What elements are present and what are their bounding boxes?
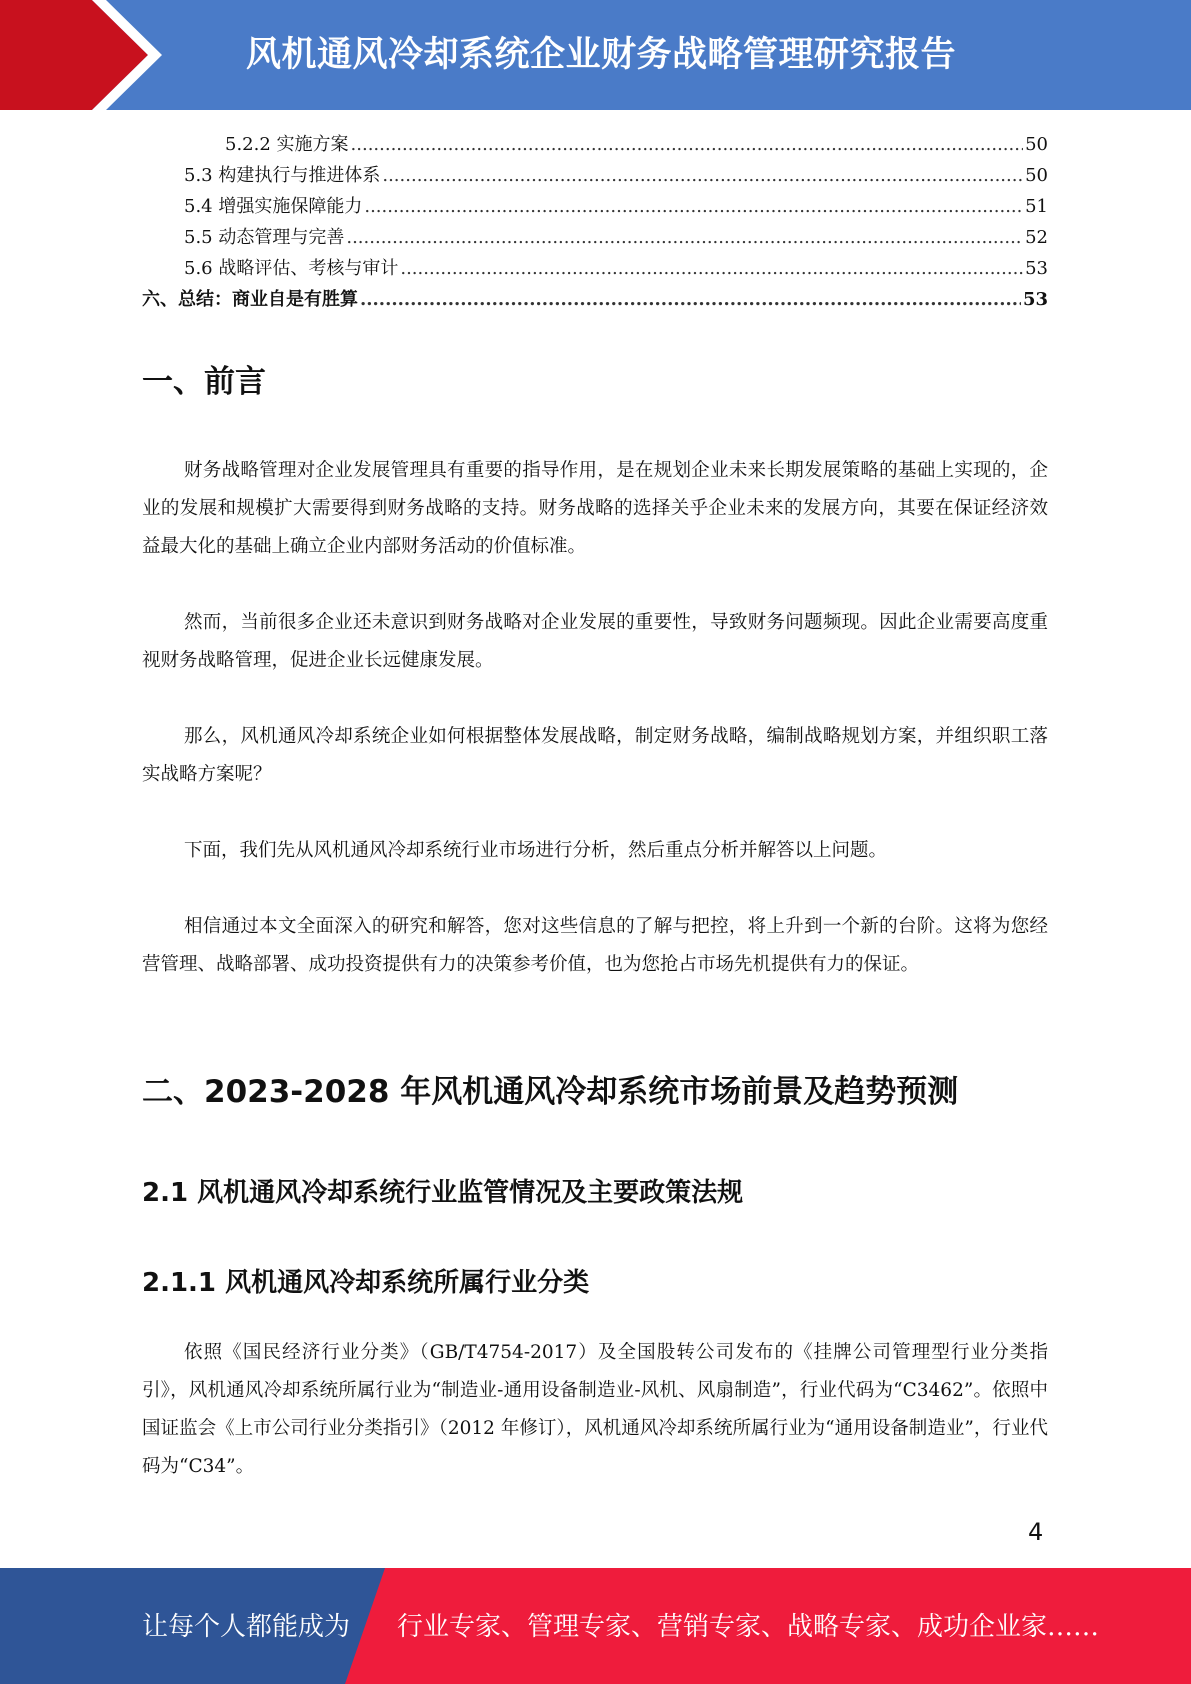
- footer-slogan-right: 行业专家、管理专家、营销专家、战略专家、成功企业家……: [397, 1612, 1100, 1642]
- footer-slogan-left: 让每个人都能成为: [142, 1612, 351, 1642]
- toc-entry[interactable]: [142, 191, 1048, 222]
- page-footer: [0, 1568, 1191, 1684]
- subsection-heading: 2.1.1 风机通风冷却系统所属行业分类: [142, 1268, 590, 1298]
- body-paragraph: 那么，风机通风冷却系统企业如何根据整体发展战略，制定财务战略，编制战略规划方案，并组织职工落实战略方案呢？: [142, 726, 1048, 785]
- toc-leader-dots: [382, 160, 1023, 191]
- toc-entry-page: 51: [1025, 196, 1048, 217]
- toc-entry-label: 5.2.2 实施方案: [225, 134, 349, 155]
- toc-leader-dots: [360, 284, 1021, 315]
- body-paragraph: 依照《国民经济行业分类》（GB/T4754-2017）及全国股转公司发布的《挂牌公司管理型行业分类指引》，风机通风冷却系统所属行业为“制造业-通用设备制造业-风机、风扇制造”，行业代码为“C3462”。依照中国证监会《上市公司行业分类指引》（2012 年修订），风机通风冷却系统所属行业为“通用设备制造业”，行业代码为“C34”。: [142, 1342, 1048, 1477]
- toc-entry-label: 六、总结：商业自是有胜算: [142, 289, 358, 310]
- toc-entry[interactable]: [142, 160, 1048, 191]
- page-header: [0, 0, 1191, 110]
- body-paragraph: 财务战略管理对企业发展管理具有重要的指导作用，是在规划企业未来长期发展策略的基础上实现的，企业的发展和规模扩大需要得到财务战略的支持。财务战略的选择关乎企业未来的发展方向，其要在保证经济效益最大化的基础上确立企业内部财务活动的价值标准。: [142, 460, 1048, 557]
- toc-entry-page: 50: [1025, 134, 1048, 155]
- toc-entry-label: 5.4 增强实施保障能力: [184, 196, 363, 217]
- toc-entry-label: 5.3 构建执行与推进体系: [184, 165, 381, 186]
- toc-entry-page: 52: [1025, 227, 1048, 248]
- toc-entry[interactable]: [142, 222, 1048, 253]
- toc-entry-page: 53: [1022, 289, 1048, 310]
- toc-entry[interactable]: [142, 129, 1048, 160]
- body-paragraph: 下面，我们先从风机通风冷却系统行业市场进行分析，然后重点分析并解答以上问题。: [184, 840, 888, 861]
- toc-entry-page: 53: [1025, 258, 1048, 279]
- section-heading: 一、前言: [142, 364, 266, 400]
- toc-entry-label: 5.6 战略评估、考核与审计: [184, 258, 399, 279]
- toc-leader-dots: [351, 129, 1024, 160]
- table-of-contents: [142, 129, 1048, 315]
- toc-leader-dots: [364, 191, 1023, 222]
- body-paragraph: 相信通过本文全面深入的研究和解答，您对这些信息的了解与把控，将上升到一个新的台阶。这将为您经营管理、战略部署、成功投资提供有力的决策参考价值，也为您抢占市场先机提供有力的保证。: [142, 916, 1048, 975]
- toc-entry[interactable]: [142, 284, 1048, 315]
- body-paragraph: 然而，当前很多企业还未意识到财务战略对企业发展的重要性，导致财务问题频现。因此企业需要高度重视财务战略管理，促进企业长远健康发展。: [142, 612, 1048, 671]
- toc-entry-label: 5.5 动态管理与完善: [184, 227, 345, 248]
- toc-entry-page: 50: [1025, 165, 1048, 186]
- toc-leader-dots: [400, 253, 1023, 284]
- page-number: 4: [1028, 1518, 1044, 1546]
- toc-entry[interactable]: [142, 253, 1048, 284]
- subsection-heading: 2.1 风机通风冷却系统行业监管情况及主要政策法规: [142, 1178, 744, 1208]
- section-heading: 二、2023-2028 年风机通风冷却系统市场前景及趋势预测: [142, 1074, 959, 1110]
- toc-leader-dots: [346, 222, 1023, 253]
- report-title: 风机通风冷却系统企业财务战略管理研究报告: [246, 35, 957, 75]
